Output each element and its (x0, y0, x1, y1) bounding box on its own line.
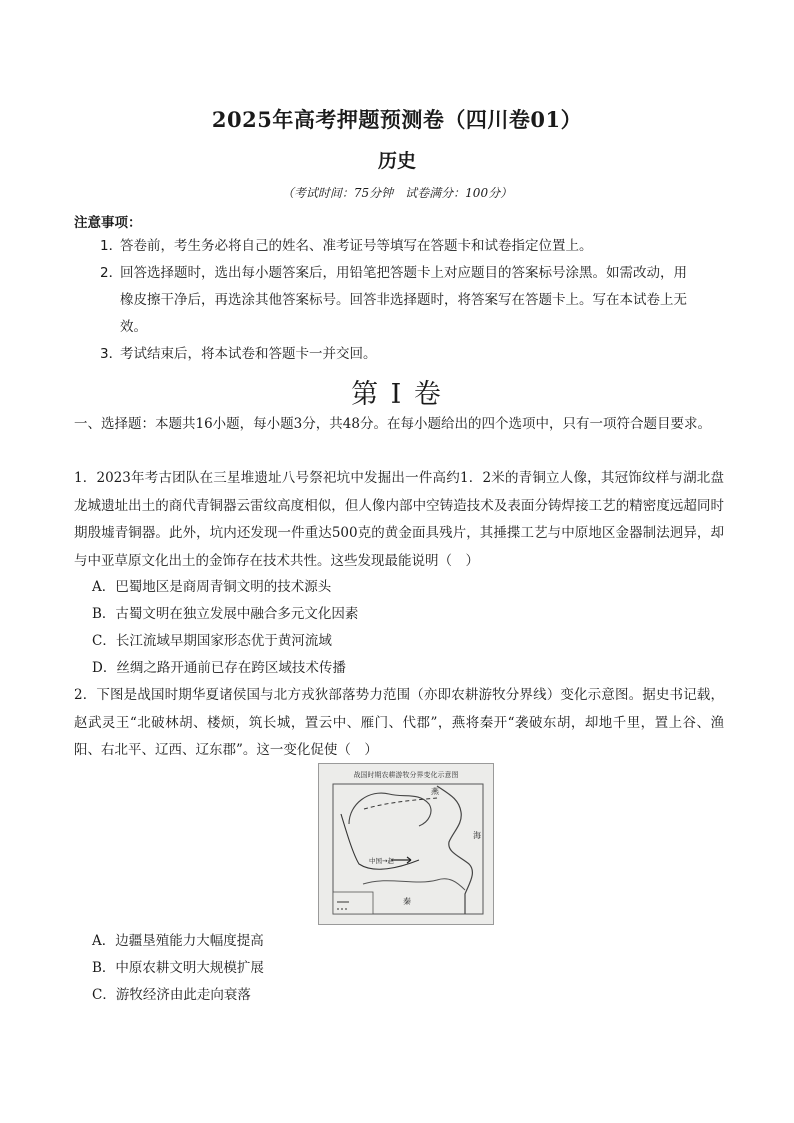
question-2-option-b: B．中原农耕文明大规模扩展 (92, 960, 264, 976)
notice-text: 考试结束后，将本试卷和答题卡一并交回。 (120, 346, 377, 362)
section-instruction: 一、选择题：本题共16小题，每小题3分，共48分。在每小题给出的四个选项中，只有一项符合题目要求。 (74, 416, 711, 432)
coastline (437, 786, 472, 914)
map-label-north: 燕 (431, 787, 439, 796)
section-title: 第 I 卷 (351, 379, 443, 410)
southern-river (363, 879, 465, 890)
question-1-option-d: D．丝绸之路开通前已存在跨区域技术传播 (92, 660, 346, 676)
notice-item-3 (100, 341, 720, 368)
map-caption: 战国时期农耕游牧分界变化示意图 (353, 771, 459, 779)
river-line (349, 793, 431, 826)
notice-number: 2． (100, 265, 123, 281)
notice-text: 回答选择题时，选出每小题答案后，用铅笔把答题卡上对应题目的答案标号涂黑。如需改动，用 (120, 265, 687, 281)
question-1-option-c: C．长江流域早期国家形态优于黄河流域 (92, 633, 332, 649)
notice-text: 答卷前，考生务必将自己的姓名、准考证号等填写在答题卡和试卷指定位置上。 (120, 238, 593, 254)
subject-title: 历史 (377, 150, 416, 172)
question-1-stem: 1．2023年考古团队在三星堆遗址八号祭祀坑中发掘出一件高约1．2米的青铜立人像，其冠饰纹样与湖北盘龙城遗址出土的商代青铜器云雷纹高度相似，但人像内部中空铸造技术及表面分铸焊接工艺的精密度远超同时期殷墟青铜器。此外，坑内还发现一件重达500克的黄金面具残片，其捶揲工艺与中原地区金器制法迥异，却与中亚草原文化出土的金饰存在技术共性。这些发现最能说明（ ） (74, 470, 724, 569)
question-2-option-a: A．边疆垦殖能力大幅度提高 (92, 933, 264, 949)
question-2-stem: 2．下图是战国时期华夏诸侯国与北方戎狄部落势力范围（亦即农耕游牧分界线）变化示意图。据史书记载，赵武灵王“北破林胡、楼烦，筑长城，置云中、雁门、代郡”，燕将秦开“袭破东胡，却地千里，置上谷、渔阳、右北平、辽西、辽东郡”。这一变化促使（ ） (74, 687, 724, 758)
map-drawing (319, 764, 495, 926)
map-label-mid: 中国→赵 (369, 857, 394, 865)
question-2-option-c: C．游牧经济由此走向衰落 (92, 987, 251, 1003)
map-label-sea: 海 (473, 831, 481, 840)
exam-info: （考试时间：75分钟 试卷满分：100分） (281, 186, 513, 200)
boundary-dashed-line (364, 798, 437, 809)
notice-item-2 (100, 260, 720, 341)
map-legend (333, 892, 373, 914)
notice-item-1 (100, 233, 720, 260)
map-label-south: 秦 (403, 897, 411, 906)
notice-text-cont: 效。 (120, 319, 147, 335)
notice-heading: 注意事项： (74, 215, 142, 231)
page-title: 2025年高考押题预测卷（四川卷01） (211, 107, 583, 132)
question-1-option-a: A．巴蜀地区是商周青铜文明的技术源头 (92, 579, 332, 595)
notice-number: 1． (100, 238, 123, 254)
warring-states-map (318, 763, 494, 925)
notice-number: 3． (100, 346, 123, 362)
notice-text-cont: 橡皮擦干净后，再选涂其他答案标号。回答非选择题时，将答案写在答题卡上。写在本试卷上无 (120, 292, 687, 308)
question-1-option-b: B．古蜀文明在独立发展中融合多元文化因素 (92, 606, 359, 622)
